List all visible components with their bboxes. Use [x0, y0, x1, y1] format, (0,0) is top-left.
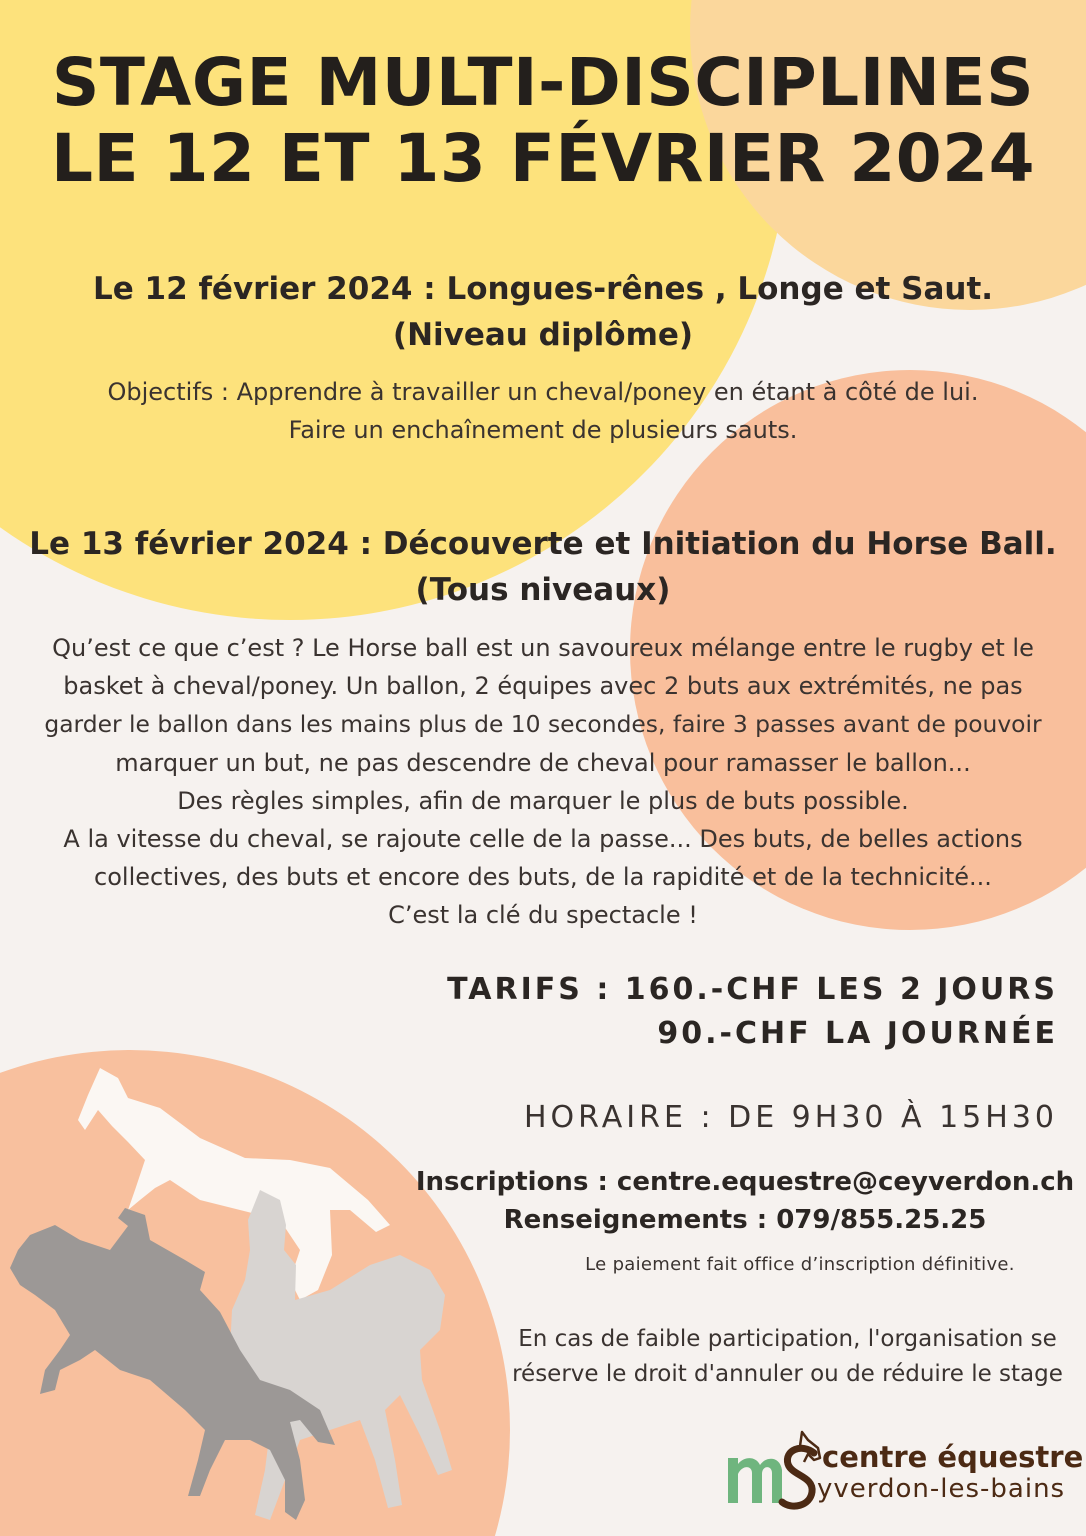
logo-town: yverdon-les-bains	[817, 1474, 1066, 1504]
cancellation-line: réserve le droit d'annuler ou de réduire le stage	[512, 1361, 1063, 1387]
renseignements-phone: Renseignements : 079/855.25.25	[503, 1205, 987, 1235]
day1-description	[0, 373, 1086, 449]
day2-text-line: C’est la clé du spectacle !	[388, 901, 698, 930]
day2-text-line: Qu’est ce que c’est ? Le Horse ball est un savoureux mélange entre le rugby et le	[52, 634, 1034, 662]
day1-heading	[0, 266, 1086, 358]
horse-head-logo-icon	[722, 1418, 822, 1518]
logo-name: centre équestre	[822, 1440, 1084, 1474]
day2-text-line: marquer un but, ne pas descendre de cheval pour ramasser le ballon...	[115, 748, 971, 777]
day2-text-line: garder le ballon dans les mains plus de 10 secondes, faire 3 passes avant de pouvoir	[44, 710, 1042, 739]
day2-text-line: collectives, des buts et encore des buts, de la rapidité et de la technicité...	[94, 863, 992, 892]
cancellation-notice	[490, 1322, 1085, 1392]
day2-text-line: basket à cheval/poney. Un ballon, 2 équipes avec 2 buts aux extrémités, ne pas	[63, 672, 1023, 701]
day1-heading-text: Le 12 février 2024 : Longues-rênes , Longe et Saut.	[92, 271, 994, 307]
day1-text-line: Objectifs : Apprendre à travailler un cheval/poney en étant à côté de lui.	[107, 378, 979, 406]
contact-info	[410, 1163, 1080, 1239]
tarif-one-day: 90.-CHF LA JOURNÉE	[657, 1016, 1058, 1051]
horaire: HORAIRE : DE 9H30 À 15H30	[523, 1100, 1058, 1135]
page-title	[0, 45, 1086, 197]
day2-description	[0, 629, 1086, 935]
day2-level: (Tous niveaux)	[415, 572, 671, 608]
centre-equestre-logo	[722, 1418, 1084, 1518]
day2-heading-text: Le 13 février 2024 : Découverte et Initiation du Horse Ball.	[29, 526, 1057, 562]
day2-text-line: Des règles simples, afin de marquer le plus de buts possible.	[177, 786, 909, 815]
cancellation-line: En cas de faible participation, l'organisation se	[518, 1326, 1057, 1352]
title-line-2: LE 12 ET 13 FÉVRIER 2024	[50, 120, 1036, 197]
day2-text-line: A la vitesse du cheval, se rajoute celle de la passe... Des buts, de belles actions	[63, 825, 1023, 854]
tarifs	[447, 968, 1058, 1056]
inscriptions-email: Inscriptions : centre.equestre@ceyverdon.ch	[415, 1167, 1075, 1197]
tarif-two-days: TARIFS : 160.-CHF LES 2 JOURS	[447, 972, 1058, 1007]
day1-level: (Niveau diplôme)	[392, 317, 694, 353]
day2-heading	[0, 521, 1086, 613]
title-line-1: STAGE MULTI-DISCIPLINES	[51, 44, 1035, 121]
day1-text-line: Faire un enchaînement de plusieurs sauts.	[288, 416, 798, 445]
payment-note: Le paiement fait office d’inscription définitive.	[585, 1254, 1015, 1275]
